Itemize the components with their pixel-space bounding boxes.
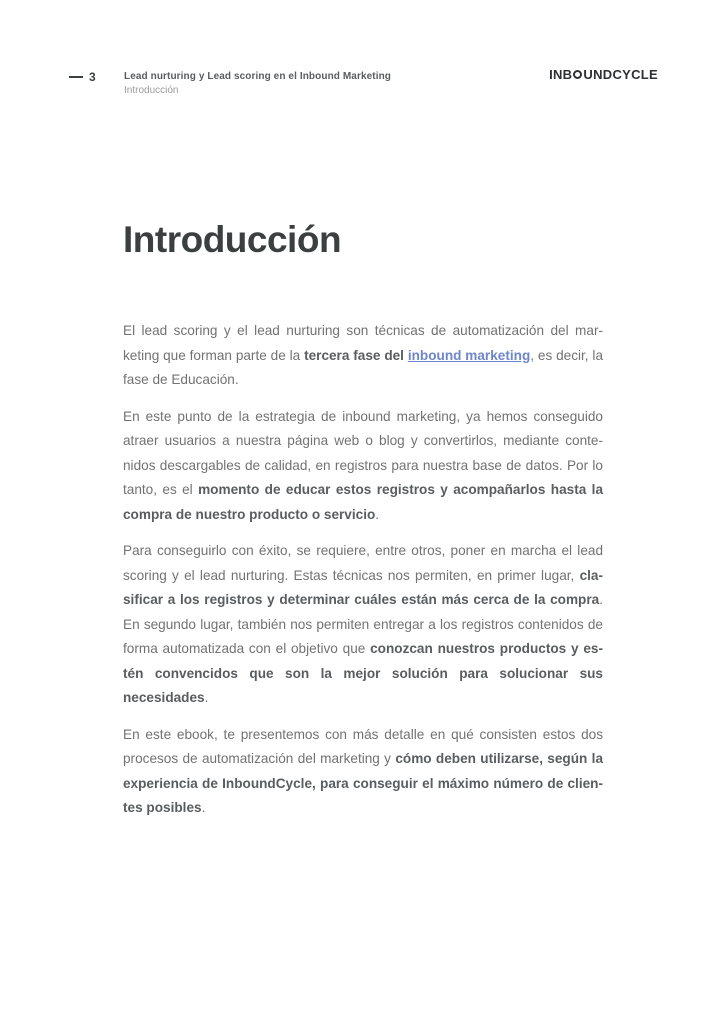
emphasis-text: tercera fase del xyxy=(304,347,404,363)
page-title: Introducción xyxy=(123,219,342,260)
page-number-value: 3 xyxy=(89,70,96,84)
section-name: Introducción xyxy=(124,85,179,96)
logo-o-ring xyxy=(573,70,582,79)
body-text: . xyxy=(201,800,206,815)
body-content xyxy=(123,319,603,833)
emphasis-text: momento de educar estos registros y acompañarlos hasta la compra de nuestro producto o servicio xyxy=(123,482,604,522)
document-title: Lead nurturing y Lead scoring en el Inbound Marketing xyxy=(124,71,391,82)
dash-decoration xyxy=(69,76,83,78)
paragraph xyxy=(123,405,603,528)
body-text: . xyxy=(204,690,209,705)
paragraph xyxy=(123,723,603,821)
body-text: El lead scoring y el lead nurturing son técnicas de automatización del mar-keting que forman parte de la xyxy=(123,323,603,363)
body-text: Para conseguirlo con éxito, se requiere, entre otros, poner en marcha el lead scoring y el lead nurturing. Estas técnicas nos permiten, en primer lugar, xyxy=(123,543,603,583)
body-text: . xyxy=(375,506,380,522)
page-number xyxy=(69,70,96,84)
body-text: , es decir, la fase de Educación. xyxy=(123,347,604,387)
body-text: En este ebook, te presentemos con más detalle en qué consisten estos dos procesos de automatización del marketing y xyxy=(123,726,603,766)
emphasis-text: conozcan nuestros productos y es-tén convencidos que son la mejor solución para solucionar sus necesidades xyxy=(123,641,604,705)
inbound-marketing-link[interactable]: inbound marketing xyxy=(407,347,531,363)
body-text: En este punto de la estrategia de inbound marketing, ya hemos conseguido atraer usuarios a nuestra página web o blog y convertirlos, mediante conte-nidos descargables de calidad, en registros para nuestra base de datos. Por lo tanto, es el xyxy=(123,408,603,497)
paragraph xyxy=(123,319,603,393)
paragraph xyxy=(123,539,603,711)
inboundcycle-logo: INB UNDCYCLE xyxy=(549,67,658,82)
emphasis-text: cla-sificar a los registros y determinar cuáles están más cerca de la compra xyxy=(123,567,603,607)
running-header xyxy=(124,71,391,96)
emphasis-text: cómo deben utilizarse, según la experiencia de InboundCycle, para conseguir el máximo número de clien-tes posibles xyxy=(123,751,604,815)
body-text: . En segundo lugar, también nos permiten entregar a los registros contenidos de forma automatizada con el objetivo que xyxy=(123,592,603,656)
